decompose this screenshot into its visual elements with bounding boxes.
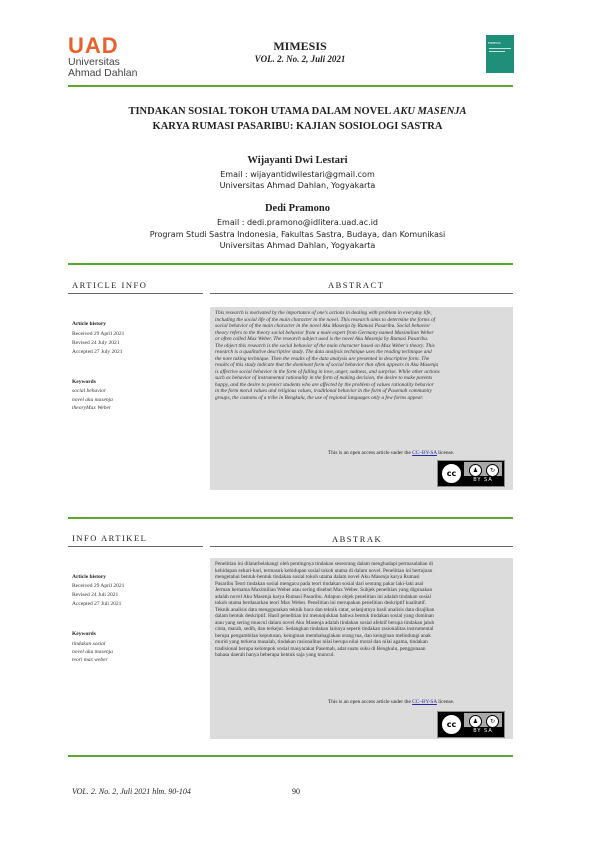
license-note <box>328 450 454 456</box>
license-prefix: This is an open access article under the <box>328 699 413 705</box>
abstract-line: The object this research is the social behavior of the main character based on Max Weber's theory. This <box>215 342 435 349</box>
abstrak-heading: ABSTRAK <box>332 534 383 544</box>
keyword: social behavior <box>72 388 107 394</box>
abstract-line: including the social life of the main character in the novel. This research aims to determine the forms of <box>215 316 436 323</box>
footer-citation: VOL. 2. No. 2, Juli 2021 hlm. 90-104 <box>72 787 191 796</box>
article-history-heading: Article history <box>72 321 107 327</box>
uad-logo: UAD <box>68 33 119 58</box>
abstract-line: theory refers to the theory social behavior from a male expert from Germany named Maximilian Weber <box>215 329 434 336</box>
abstract-line: Teknik analisis data menggunakan teknik baca dan teknik catat, selanjutnya hasil analisis data disajikan <box>215 606 435 613</box>
abstract-heading: ABSTRACT <box>328 280 385 290</box>
abstract-line: This research is motivated by the importance of one's actions in dealing with problem in everyday life, <box>215 310 432 316</box>
abstract-line: tokoh utama berdasarkan teori Max Weber. Penelitian ini merupakan penelitian deskriptif kualitatif. <box>215 600 427 606</box>
abstract-line: is affective social behavior in the form of falling in love, anger, sadness, and surprise. While other actions <box>215 368 440 375</box>
abstract-line: such as behavior of instrumental rationality in the form of making decision, the desire to make parents <box>215 375 433 381</box>
cc-icon: cc <box>441 714 462 735</box>
abstract-line: murid yang terkena masalah, tindakan rasionalitas nilai berupa nilai moral dan nilai agama, tindakan <box>215 639 428 645</box>
cc-by-sa-badge[interactable] <box>437 460 505 487</box>
abstract-line: bahasa daerah hanya beberapa bentuk saja yang muncul. <box>215 652 335 658</box>
history-received: Received 29 April 2021 <box>72 331 125 337</box>
divider <box>210 546 513 547</box>
author-email: Email : dedi.pramono@idlitera.uad.ac.id <box>216 218 379 227</box>
abstract-line: happy, and the desire to protect students who are affected by the problem of values rationality behavior <box>215 381 434 388</box>
history-accepted: Accepted 27 July 2021 <box>72 349 123 355</box>
author-name: Wijayanti Dwi Lestari <box>247 155 348 166</box>
keyword: teori max weber <box>72 657 108 663</box>
abstract-line: berupa pengambilan keputusan, keinginan membahagiakan orang tua, dan keinginan melindungi anak <box>215 632 431 639</box>
title-novel-name: AKU MASENJA <box>393 106 467 117</box>
keyword: novel aku masenja <box>72 397 113 403</box>
cc-icon: cc <box>441 463 462 484</box>
abstract-line: social behavior of the main character in the novel Aku Masenja by Rumasi Pasaribu. Social behavior <box>215 323 431 329</box>
author-affiliation: Universitas Ahmad Dahlan, Yogyakarta <box>219 241 376 250</box>
author-affiliation: Program Studi Sastra Indonesia, Fakultas Sastra, Budaya, dan Komunikasi <box>149 230 446 239</box>
journal-name: MIMESIS <box>273 39 327 53</box>
cc-by-sa-badge[interactable] <box>437 711 505 738</box>
license-prefix: This is an open access article under the <box>328 450 413 456</box>
abstrak-box <box>210 558 513 739</box>
license-suffix: license. <box>436 450 455 456</box>
title-text: TINDAKAN SOSIAL TOKOH UTAMA DALAM NOVEL <box>128 106 394 117</box>
section-rule <box>68 755 513 757</box>
abstract-line: Pasaribu Teori tindakan sosial mengacu pada teori tindakan sosial dari seorang pakar laki-laki asal <box>215 580 424 587</box>
abstract-line: mengetahui bentuk-bentuk tindakan sosial tokoh utama dalam novel Aku Masenja karya Rumasi <box>215 574 420 580</box>
abstract-line: in the form moral values and religious values, traditional behavior in the form of Pasemah community <box>215 388 432 394</box>
article-info-heading: ARTICLE INFO <box>72 280 148 290</box>
info-artikel-heading: INFO ARTIKEL <box>72 533 148 543</box>
history-revised: Revised 24 Juli 2021 <box>72 592 119 598</box>
abstract-line: dalam bentuk deskriptif. Hasil penelitian ini menunjukkan bahwa bentuk tindakan sosial yang dominan <box>215 613 434 619</box>
badge-icons-strip <box>464 462 502 476</box>
article-title-line1 <box>80 105 515 118</box>
author-email: Email : wijayantidwilestari@gmail.com <box>220 170 375 179</box>
article-history-heading: Article history <box>72 574 107 580</box>
logo-text-line1: Universitas <box>68 56 120 68</box>
keywords-heading: Keywords <box>72 379 96 385</box>
abstract-line: Jerman bernama Maximilian Weber atau sering disebut Max Weber. Subjek penelitian yang digunakan <box>215 587 433 593</box>
badge-label: BY SA <box>473 728 493 734</box>
page-number: 90 <box>292 787 300 796</box>
abstract-line: results of this study indicate that the dominant form of social behavior that often appears in Aku Masenja <box>215 362 439 368</box>
badge-label: BY SA <box>473 477 493 483</box>
section-rule <box>68 263 513 265</box>
share-alike-icon: ↻ <box>486 715 499 728</box>
abstract-line: atau yang sering muncul dalam novel Aku Masenja adalah tindakan sosial afektif berupa tindakan jatuh <box>215 619 435 626</box>
abstract-text <box>215 310 507 401</box>
keywords-heading: Keywords <box>72 631 96 637</box>
author-affiliation: Universitas Ahmad Dahlan, Yogyakarta <box>219 181 376 190</box>
divider <box>210 293 513 294</box>
abstract-line: cinta, marah, sedih, dan terkejut. Sedangkan tindakan lainnya seperti tindakan rasionalitas instrumental <box>215 626 434 632</box>
section-rule <box>68 517 513 519</box>
by-person-icon: ♟ <box>469 715 482 728</box>
history-accepted: Accepted 27 Juli 2021 <box>72 601 122 607</box>
share-alike-icon: ↻ <box>486 464 499 477</box>
header-rule <box>68 85 513 87</box>
logo-text-line2: Ahmad Dahlan <box>68 67 138 79</box>
abstract-line: or often called Max Weber. The research subject used is the novel Aku Masenja by Rumasi Pasaribu. <box>215 336 429 342</box>
abstract-line: the note taking technique. Then the results of the data analysis are presented in descriptive form. The <box>215 355 430 362</box>
divider <box>68 293 203 294</box>
keyword: novel aku masenja <box>72 649 113 655</box>
license-suffix: license. <box>436 699 455 705</box>
abstract-line: research is a qualitative descriptive study. The data analysis technique uses the reading technique and <box>215 349 432 355</box>
license-note <box>328 699 454 705</box>
abstract-line: adalah novel Aku Masenja karya Rumasi Pasaribu. Adapun objek penelitian ini adalah tindakan sosial <box>215 593 431 600</box>
license-link[interactable]: CC–BY-SA <box>412 450 437 456</box>
journal-cover-thumbnail <box>486 35 514 73</box>
abstrak-text <box>215 561 507 659</box>
keyword: theoryMax Weber <box>72 405 112 411</box>
badge-icons-strip <box>464 713 502 727</box>
history-received: Received 29 April 2021 <box>72 583 125 589</box>
article-title-line2: KARYA RUMASI PASARIBU: KAJIAN SOSIOLOGI SASTRA <box>152 121 443 132</box>
divider <box>68 546 203 547</box>
by-person-icon: ♟ <box>469 464 482 477</box>
journal-volume: VOL. 2. No. 2, Juli 2021 <box>254 54 346 64</box>
cover-label: MIMESIS <box>488 41 501 45</box>
abstract-line: Penelitian ini dilatarbelakangi oleh pentingnya tindakan seseorang dalam menghadapi permasalahan di <box>215 561 433 567</box>
keyword: tindakan sosial <box>72 641 106 647</box>
abstract-line: kehidupan sehari-hari, termasuk kehidupan sosial tokoh utama di dalam novel. Penelitian ini bertujuan <box>215 567 433 574</box>
license-link[interactable]: CC–BY-SA <box>412 699 437 705</box>
abstract-line: groups, the customs of a tribe in Bengkulu, the use of regional languages only a few forms appear. <box>215 394 424 401</box>
abstract-line: tradisional berupa kelompok sosial masyarakat Pasemah, adat suatu suku di Bengkulu, penggunaan <box>215 645 426 652</box>
history-revised: Revised 24 July 2021 <box>72 340 120 346</box>
author-name: Dedi Pramono <box>264 203 331 214</box>
abstract-box <box>210 307 513 490</box>
